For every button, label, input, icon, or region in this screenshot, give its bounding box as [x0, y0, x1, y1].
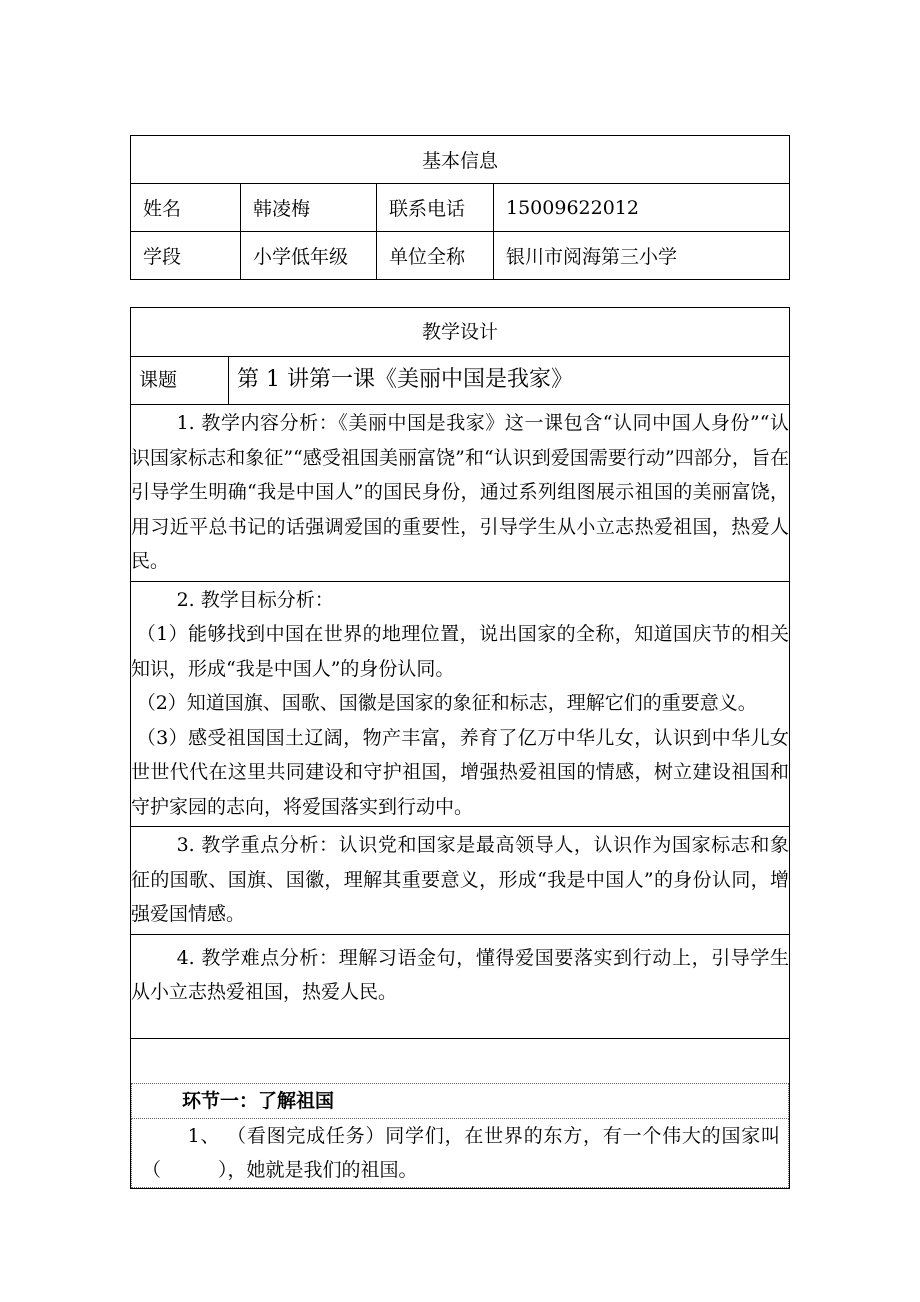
teaching-design-header: 教学设计 — [131, 308, 790, 357]
teaching-design-table — [130, 307, 790, 1189]
stage-value: 小学低年级 — [241, 232, 377, 280]
name-label: 姓名 — [131, 184, 241, 232]
unit-value: 银川市阅海第三小学 — [494, 232, 790, 280]
basic-info-header: 基本信息 — [131, 136, 790, 184]
phone-value: 15009622012 — [494, 184, 790, 232]
teaching-goals — [131, 581, 790, 827]
topic-label: 课题 — [131, 357, 229, 405]
goal-title: 2. 教学目标分析： — [176, 588, 334, 611]
blank-spacer — [131, 1039, 789, 1083]
activity-table — [131, 1083, 789, 1188]
topic-value: 第 1 讲第一课《美丽中国是我家》 — [229, 357, 790, 405]
goal-item-3: （3）感受祖国国土辽阔，物产丰富，养育了亿万中华儿女，认识到中华儿女世世代代在这里共同建设和守护祖国，增强热爱祖国的情感，树立建设祖国和守护家园的志向，将爱国落实到行动中。 — [131, 726, 790, 818]
activity-section — [131, 1038, 790, 1188]
phone-label: 联系电话 — [377, 184, 494, 232]
section-1-title: 环节一：了解祖国 — [132, 1083, 789, 1118]
difficulties: 4. 教学难点分析：理解习语金句，懂得爱国要落实到行动上，引导学生从小立志热爱祖国，热爱人民。 — [131, 934, 790, 1038]
basic-info-table — [130, 135, 790, 280]
goal-item-2: （2）知道国旗、国歌、国徽是国家的象征和标志，理解它们的重要意义。 — [136, 692, 757, 714]
task-1: 1、 （看图完成任务）同学们，在世界的东方，有一个伟大的国家叫（ ），她就是我们的祖国。 — [132, 1118, 789, 1187]
content-analysis: 1. 教学内容分析：《美丽中国是我家》这一课包含“认同中国人身份”“认识国家标志和象征”“感受祖国美丽富饶”和“认识到爱国需要行动”四部分，旨在引导学生明确“我是中国人”的国民身份，通过系列组图展示祖国的美丽富饶，用习近平总书记的话强调爱国的重要性，引导学生从小立志热爱祖国，热爱人民。 — [131, 405, 790, 582]
name-value: 韩凌梅 — [241, 184, 377, 232]
stage-label: 学段 — [131, 232, 241, 280]
key-points: 3. 教学重点分析：认识党和国家是最高领导人，认识作为国家标志和象征的国歌、国旗、国徽，理解其重要意义，形成“我是中国人”的身份认同，增强爱国情感。 — [131, 827, 790, 935]
unit-label: 单位全称 — [377, 232, 494, 280]
goal-item-1: （1）能够找到中国在世界的地理位置，说出国家的全称，知道国庆节的相关知识，形成“我是中国人”的身份认同。 — [131, 623, 790, 680]
